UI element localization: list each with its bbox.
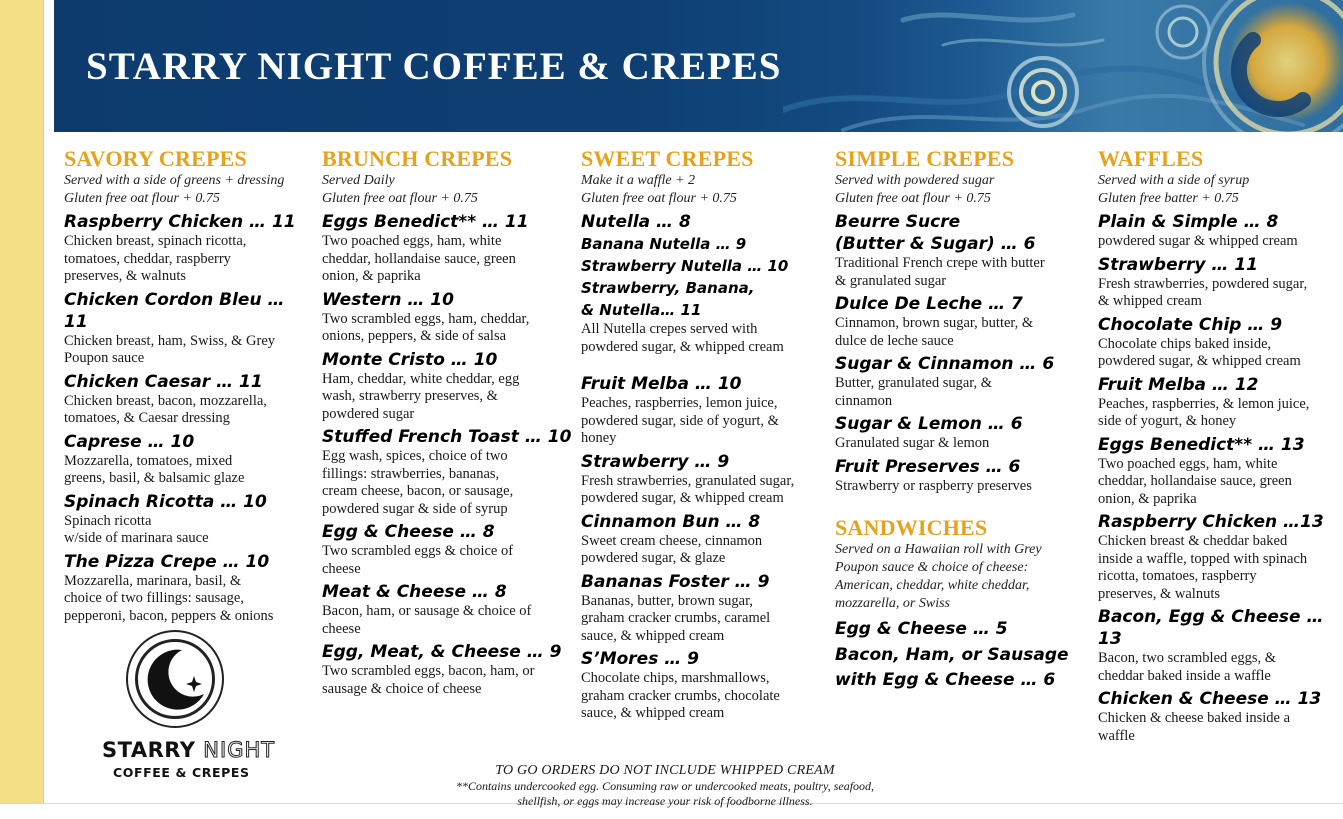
menu-item-name: Fruit Melba … 10 — [581, 374, 742, 394]
menu-item-desc: tomatoes, cheddar, raspberry — [64, 250, 231, 267]
menu-item-name: Fruit Preserves … 6 — [835, 456, 1021, 477]
menu-item-desc: graham cracker crumbs, caramel — [581, 610, 771, 626]
section-note: Served Daily — [322, 173, 395, 188]
menu-item-desc: Mozzarella, tomatoes, mixed — [64, 452, 233, 469]
menu-item-desc: Bananas, butter, brown sugar, — [581, 592, 753, 609]
menu-item-name: Caprese … 10 — [64, 431, 195, 452]
menu-item-desc: pepperoni, bacon, peppers & onions — [64, 607, 274, 624]
menu-item-name: Bananas Foster … 9 — [581, 571, 770, 592]
menu-item-desc: Peaches, raspberries, & lemon juice, — [1098, 395, 1310, 412]
health-warning: shellfish, or eggs may increase your risk of foodborne illness. — [517, 794, 813, 808]
page-title: STARRY NIGHT COFFEE & CREPES — [86, 45, 782, 88]
header-banner — [54, 0, 1343, 132]
menu-item-desc: onion, & paprika — [1098, 490, 1197, 507]
menu-item-name: Sugar & Cinnamon … 6 — [835, 354, 1055, 374]
menu-item-desc: honey — [581, 430, 617, 446]
menu-item-name: Chicken & Cheese … 13 — [1098, 689, 1322, 709]
menu-item-desc: Two scrambled eggs, bacon, ham, or — [322, 663, 535, 679]
menu-item-name: Meat & Cheese … 8 — [322, 582, 507, 602]
simple-crepes-section — [835, 146, 1090, 692]
menu-item-desc: Two scrambled eggs & choice of — [322, 543, 514, 559]
spacer — [835, 495, 1090, 515]
section-note: Gluten free oat flour + 0.75 — [581, 191, 737, 206]
menu-item-name: Stuffed French Toast … 10 — [322, 427, 572, 447]
menu-item-desc: wash, strawberry preserves, & — [322, 388, 498, 404]
menu-item-name: Beurre Sucre — [835, 212, 961, 232]
menu-item-name: Chicken Caesar … 11 — [64, 371, 263, 392]
menu-item-desc: powdered sugar — [322, 405, 415, 422]
section-note: Make it a waffle + 2 — [581, 173, 696, 188]
menu-item-name: Raspberry Chicken … 11 — [64, 212, 296, 232]
menu-item-desc: Peaches, raspberries, lemon juice, — [581, 395, 778, 411]
menu-item-desc: cinnamon — [835, 392, 893, 409]
spacer — [581, 356, 831, 370]
section-note: Served on a Hawaiian roll with Grey — [835, 542, 1042, 557]
menu-item-desc: waffle — [1098, 727, 1135, 744]
menu-item-desc: Granulated sugar & lemon — [835, 435, 990, 451]
menu-item-desc: fillings: strawberries, bananas, — [322, 465, 500, 482]
menu-item-desc: graham cracker crumbs, chocolate — [581, 687, 780, 704]
menu-item-desc: Ham, cheddar, white cheddar, egg — [322, 370, 520, 387]
menu-item-desc: powdered sugar & whipped cream — [1098, 233, 1298, 249]
menu-item-name: Monte Cristo … 10 — [322, 349, 498, 370]
menu-item-desc: inside a waffle, topped with spinach — [1098, 550, 1308, 567]
menu-item-name: Eggs Benedict** … 13 — [1098, 434, 1305, 455]
menu-item-name: Strawberry … 9 — [581, 451, 730, 472]
menu-item-name: Egg & Cheese … 5 — [835, 619, 1008, 639]
menu-item-name: Bacon, Egg & Cheese … 13 — [1098, 607, 1324, 649]
menu-item-desc: w/side of marinara sauce — [64, 530, 209, 546]
menu-item-desc: preserves, & walnuts — [1098, 585, 1221, 602]
menu-item-desc: Chicken breast, spinach ricotta, — [64, 233, 247, 249]
menu-item-desc: All Nutella crepes served with — [581, 321, 758, 337]
menu-item-desc: Butter, granulated sugar, & — [835, 375, 993, 391]
health-warning: **Contains undercooked egg. Consuming raw or undercooked meats, poultry, seafood, — [455, 779, 875, 793]
starry-night-art — [783, 0, 1343, 132]
menu-item-desc: powdered sugar, & whipped cream — [1098, 353, 1301, 369]
menu-item-desc: onions, peppers, & side of salsa — [322, 328, 507, 344]
logo-tagline: COFFEE & CREPES — [113, 765, 250, 780]
menu-item-desc: cream cheese, bacon, or sausage, — [322, 483, 514, 499]
brand-logo — [96, 628, 276, 788]
menu-item-desc: Chicken & cheese baked inside a — [1098, 710, 1291, 726]
menu-item-desc: Traditional French crepe with butter — [835, 255, 1045, 271]
brunch-crepes-section — [322, 146, 572, 698]
menu-item-name: Sugar & Lemon … 6 — [835, 414, 1023, 434]
menu-item-desc: cheddar, hollandaise sauce, green — [322, 250, 516, 267]
menu-item-desc: & whipped cream — [1098, 293, 1202, 309]
menu-item-name: Raspberry Chicken …13 — [1098, 512, 1324, 532]
menu-item-desc: Chocolate chips baked inside, — [1098, 335, 1272, 352]
to-go-notice: TO GO ORDERS DO NOT INCLUDE WHIPPED CREAM — [495, 763, 835, 778]
menu-item-name: with Egg & Cheese … 6 — [835, 670, 1056, 690]
logo-word-night: NIGHT — [203, 738, 276, 762]
waffles-section — [1098, 146, 1338, 745]
menu-item-desc: powdered sugar, side of yogurt, & — [581, 412, 779, 429]
section-note: Gluten free oat flour + 0.75 — [835, 191, 991, 206]
menu-item-name: Spinach Ricotta … 10 — [64, 491, 267, 512]
star-icon — [186, 676, 202, 692]
section-note: Gluten free batter + 0.75 — [1098, 191, 1239, 206]
menu-item-name: Chocolate Chip … 9 — [1098, 314, 1283, 335]
menu-item-desc: tomatoes, & Caesar dressing — [64, 410, 230, 426]
section-title: SWEET CREPES — [581, 146, 754, 171]
menu-item-name: Strawberry … 11 — [1098, 254, 1258, 275]
menu-item-desc: Chicken breast, ham, Swiss, & Grey — [64, 332, 276, 349]
section-title: SAVORY CREPES — [64, 146, 247, 171]
menu-item-desc: cheddar, hollandaise sauce, green — [1098, 473, 1292, 489]
menu-item-name: Nutella … 8 — [581, 212, 691, 232]
menu-item-name: Fruit Melba … 12 — [1098, 374, 1259, 395]
menu-item-name: The Pizza Crepe … 10 — [64, 551, 270, 572]
menu-item-desc: choice of two fillings: sausage, — [64, 590, 244, 606]
menu-item-desc: Egg wash, spices, choice of two — [322, 448, 508, 464]
section-note: Poupon sauce & choice of cheese: — [835, 560, 1029, 575]
menu-item-desc: Bacon, two scrambled eggs, & — [1098, 650, 1276, 666]
menu-item-desc: Poupon sauce — [64, 350, 145, 366]
menu-item-name: Strawberry Nutella … 10 — [581, 257, 789, 275]
menu-item-desc: cheese — [322, 620, 361, 637]
menu-item-name: Chicken Cordon Bleu … 11 — [64, 289, 285, 332]
menu-item-desc: cheese — [322, 560, 361, 577]
section-title: WAFFLES — [1098, 146, 1204, 171]
footer-notice — [380, 762, 950, 809]
savory-crepes-section — [64, 146, 314, 625]
section-note: Served with a side of greens + dressing — [64, 173, 285, 188]
menu-item-desc: Fresh strawberries, powdered sugar, — [1098, 275, 1308, 292]
logo-word-starry: STARRY — [102, 738, 196, 762]
menu-item-desc: Strawberry or raspberry preserves — [835, 477, 1032, 494]
menu-item-desc: dulce de leche sauce — [835, 332, 954, 349]
menu-item-name: (Butter & Sugar) … 6 — [835, 234, 1036, 254]
menu-item-desc: preserves, & walnuts — [64, 268, 187, 284]
sweet-crepes-section — [581, 146, 831, 723]
menu-item-desc: powdered sugar, & glaze — [581, 550, 726, 566]
section-title-sandwiches: SANDWICHES — [835, 515, 988, 540]
menu-item-name: Banana Nutella … 9 — [581, 235, 747, 253]
menu-item-name: Eggs Benedict** … 11 — [322, 212, 529, 232]
menu-item-desc: powdered sugar, & whipped cream — [581, 490, 784, 506]
menu-item-name: & Nutella… 11 — [581, 301, 702, 319]
section-note: Gluten free oat flour + 0.75 — [64, 191, 220, 206]
section-note: Gluten free oat flour + 0.75 — [322, 191, 478, 206]
menu-item-desc: powdered sugar & side of syrup — [322, 500, 508, 517]
menu-item-desc: ricotta, tomatoes, raspberry — [1098, 568, 1257, 584]
logo-wordmark — [102, 738, 275, 762]
menu-item-desc: Cinnamon, brown sugar, butter, & — [835, 315, 1034, 331]
menu-item-desc: side of yogurt, & honey — [1098, 413, 1237, 429]
side-color-strip — [0, 0, 44, 803]
swirl-shape — [1009, 6, 1209, 126]
menu-item-desc: Chicken breast, bacon, mozzarella, — [64, 392, 267, 409]
section-note: American, cheddar, white cheddar, — [835, 578, 1030, 593]
section-title: BRUNCH CREPES — [322, 146, 513, 171]
menu-item-desc: Chicken breast & cheddar baked — [1098, 533, 1288, 549]
menu-item-desc: onion, & paprika — [322, 268, 421, 284]
menu-item-desc: sauce, & whipped cream — [581, 627, 725, 644]
menu-item-desc: Spinach ricotta — [64, 512, 152, 529]
menu-item-name: S’Mores … 9 — [581, 649, 699, 669]
menu-item-desc: Bacon, ham, or sausage & choice of — [322, 603, 532, 619]
menu-item-desc: greens, basil, & balsamic glaze — [64, 470, 245, 486]
menu-item-name: Bacon, Ham, or Sausage — [835, 645, 1069, 665]
section-note: Served with powdered sugar — [835, 173, 995, 188]
moon-icon — [128, 632, 222, 726]
menu-item-desc: sausage & choice of cheese — [322, 680, 482, 697]
menu-item-name: Dulce De Leche … 7 — [835, 294, 1023, 314]
section-note: mozzarella, or Swiss — [835, 596, 951, 611]
section-note: Served with a side of syrup — [1098, 173, 1250, 188]
menu-item-desc: sauce, & whipped cream — [581, 705, 725, 721]
menu-item-name: Strawberry, Banana, — [581, 279, 755, 297]
menu-item-desc: Mozzarella, marinara, basil, & — [64, 572, 242, 589]
menu-item-name: Egg & Cheese … 8 — [322, 522, 495, 542]
menu-item-desc: Two scrambled eggs, ham, cheddar, — [322, 310, 530, 327]
menu-item-desc: Two poached eggs, ham, white — [1098, 455, 1278, 472]
section-title: SIMPLE CREPES — [835, 146, 1015, 171]
menu-item-name: Cinnamon Bun … 8 — [581, 511, 761, 532]
menu-item-desc: Two poached eggs, ham, white — [322, 233, 502, 249]
menu-item-name: Plain & Simple … 8 — [1098, 212, 1279, 232]
menu-item-desc: cheddar baked inside a waffle — [1098, 667, 1271, 684]
menu-item-desc: powdered sugar, & whipped cream — [581, 338, 784, 355]
logo-ring — [126, 630, 224, 728]
menu-item-name: Western … 10 — [322, 289, 454, 310]
menu-item-desc: Chocolate chips, marshmallows, — [581, 670, 770, 686]
menu-item-desc: Fresh strawberries, granulated sugar, — [581, 472, 795, 489]
menu-item-name: Egg, Meat, & Cheese … 9 — [322, 642, 562, 662]
menu-item-desc: Sweet cream cheese, cinnamon — [581, 532, 763, 549]
menu-item-desc: & granulated sugar — [835, 272, 947, 289]
